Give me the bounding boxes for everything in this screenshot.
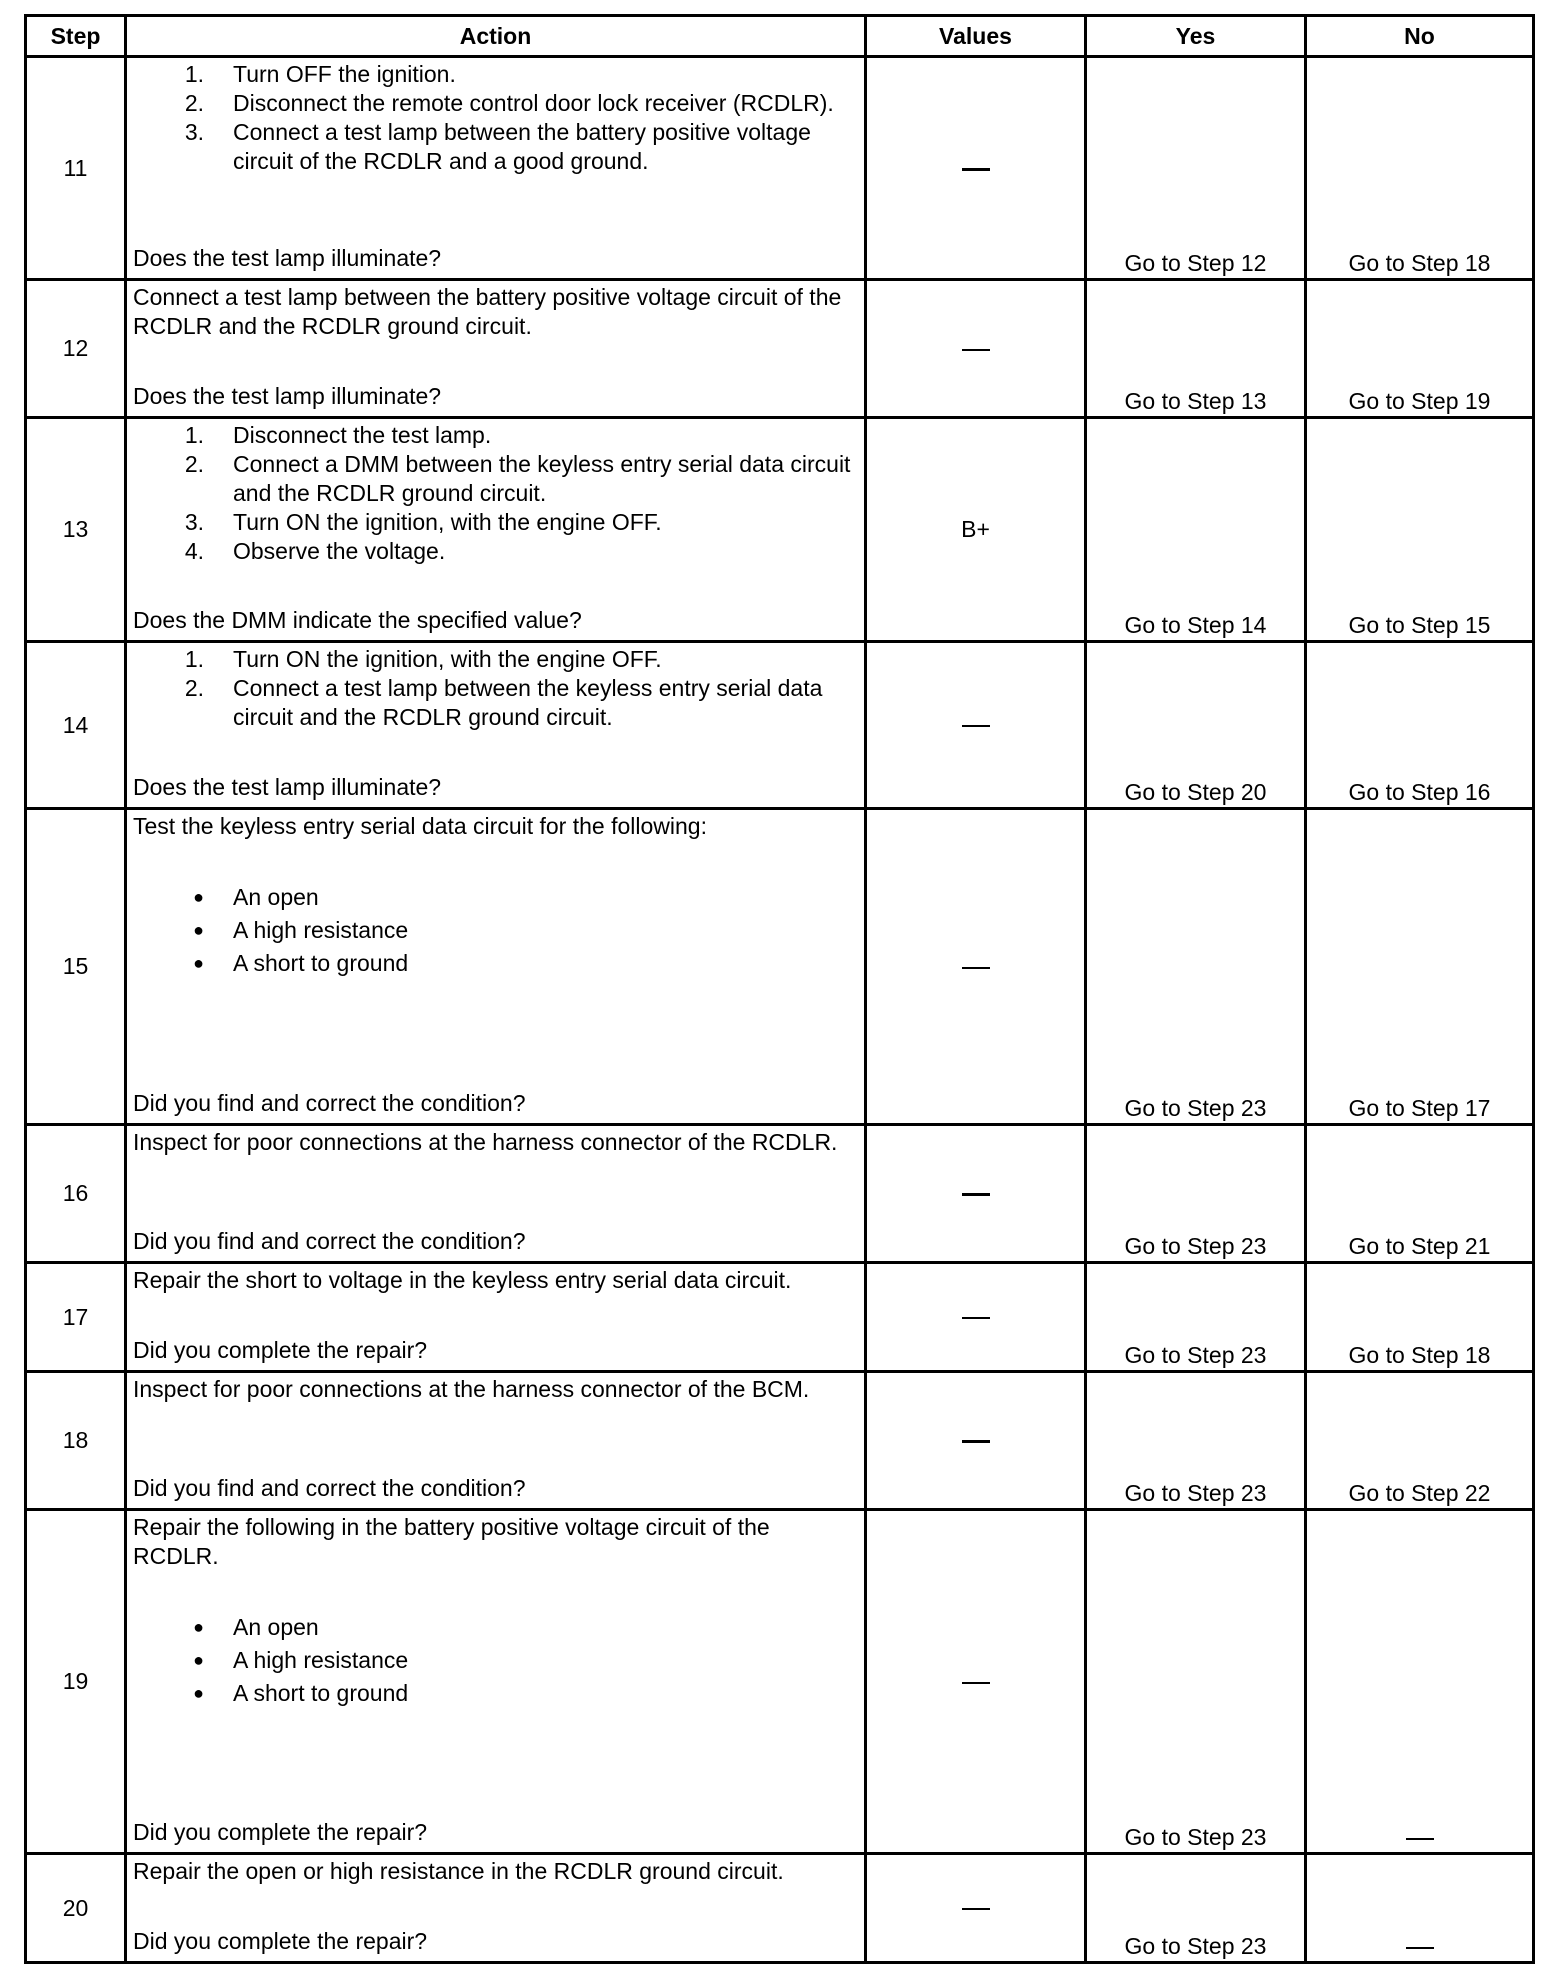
value-cell	[866, 1854, 1086, 1963]
step-number: 13	[26, 418, 126, 642]
value-dash	[962, 725, 990, 727]
table-row	[26, 280, 1534, 418]
no-cell: Go to Step 21	[1306, 1125, 1534, 1263]
action-question: Did you complete the repair?	[133, 1337, 428, 1363]
step-number: 15	[26, 809, 126, 1125]
yes-cell: Go to Step 23	[1086, 1263, 1306, 1372]
action-steps	[133, 60, 858, 176]
value-dash	[962, 1317, 990, 1319]
value-cell	[866, 1510, 1086, 1854]
header-step: Step	[26, 16, 126, 57]
list-item: 3. Turn ON the ignition, with the engine OFF.	[184, 509, 662, 535]
action-question: Did you complete the repair?	[133, 1928, 428, 1954]
list-item: 3. Connect a test lamp between the battery positive voltage circuit of the RCDLR and a good ground.	[184, 119, 811, 174]
list-item: 2. Disconnect the remote control door lock receiver (RCDLR).	[184, 90, 834, 116]
no-cell: Go to Step 16	[1306, 642, 1534, 809]
list-item: ● A short to ground	[193, 1680, 409, 1706]
value-dash	[962, 1193, 990, 1196]
step-number: 19	[26, 1510, 126, 1854]
action-cell	[126, 1372, 866, 1510]
table-row	[26, 1125, 1534, 1263]
action-cell	[126, 809, 866, 1125]
header-row	[26, 16, 1534, 57]
list-item: ● An open	[193, 1614, 319, 1640]
yes-cell: Go to Step 14	[1086, 418, 1306, 642]
yes-cell: Go to Step 23	[1086, 1125, 1306, 1263]
table-row	[26, 1854, 1534, 1963]
action-text: Inspect for poor connections at the harness connector of the BCM.	[133, 1376, 810, 1402]
action-question: Does the test lamp illuminate?	[133, 774, 442, 800]
value-cell	[866, 642, 1086, 809]
value-cell	[866, 1372, 1086, 1510]
action-text: Connect a test lamp between the battery positive voltage circuit of the RCDLR and the RCDLR ground circuit.	[133, 284, 842, 339]
value-cell	[866, 1263, 1086, 1372]
list-item: 1. Disconnect the test lamp.	[184, 422, 492, 448]
action-question: Does the DMM indicate the specified value?	[133, 607, 582, 633]
action-question: Did you find and correct the condition?	[133, 1090, 526, 1116]
value-cell	[866, 1125, 1086, 1263]
value-dash	[962, 967, 990, 969]
header-action: Action	[126, 16, 866, 57]
no-cell: Go to Step 17	[1306, 809, 1534, 1125]
action-text: Repair the open or high resistance in the RCDLR ground circuit.	[133, 1858, 784, 1884]
action-cell	[126, 1854, 866, 1963]
action-text: Repair the following in the battery positive voltage circuit of the RCDLR.	[133, 1514, 770, 1569]
list-item: 2. Connect a test lamp between the keyless entry serial data circuit and the RCDLR ground circuit.	[184, 675, 823, 730]
yes-cell: Go to Step 13	[1086, 280, 1306, 418]
yes-cell: Go to Step 12	[1086, 57, 1306, 280]
action-steps	[133, 645, 858, 732]
step-number: 14	[26, 642, 126, 809]
action-cell	[126, 1510, 866, 1854]
step-number: 12	[26, 280, 126, 418]
list-item: 2. Connect a DMM between the keyless entry serial data circuit and the RCDLR ground circuit.	[184, 451, 851, 506]
action-question: Does the test lamp illuminate?	[133, 383, 442, 409]
action-question: Did you complete the repair?	[133, 1819, 428, 1845]
list-item: 1. Turn ON the ignition, with the engine OFF.	[184, 646, 662, 672]
bullet-list	[133, 881, 858, 980]
value-dash	[962, 1682, 990, 1684]
value-cell: B+	[866, 418, 1086, 642]
header-yes: Yes	[1086, 16, 1306, 57]
list-item: ● A high resistance	[193, 1647, 409, 1673]
step-number: 20	[26, 1854, 126, 1963]
action-question: Does the test lamp illuminate?	[133, 245, 442, 271]
table-row	[26, 1510, 1534, 1854]
list-item: 4. Observe the voltage.	[184, 538, 446, 564]
no-dash	[1406, 1947, 1434, 1949]
yes-cell: Go to Step 23	[1086, 1854, 1306, 1963]
table-row	[26, 1263, 1534, 1372]
value-cell	[866, 809, 1086, 1125]
step-number: 16	[26, 1125, 126, 1263]
value-cell	[866, 57, 1086, 280]
yes-cell: Go to Step 23	[1086, 1510, 1306, 1854]
yes-cell: Go to Step 23	[1086, 1372, 1306, 1510]
table-row	[26, 642, 1534, 809]
action-question: Did you find and correct the condition?	[133, 1228, 526, 1254]
diagnostic-table	[24, 14, 1535, 1964]
no-cell: Go to Step 19	[1306, 280, 1534, 418]
no-cell: Go to Step 18	[1306, 57, 1534, 280]
step-number: 18	[26, 1372, 126, 1510]
bullet-list	[133, 1611, 858, 1710]
table-row	[26, 57, 1534, 280]
header-no: No	[1306, 16, 1534, 57]
no-cell	[1306, 1510, 1534, 1854]
yes-cell: Go to Step 23	[1086, 809, 1306, 1125]
action-text: Test the keyless entry serial data circuit for the following:	[133, 813, 707, 839]
no-cell: Go to Step 18	[1306, 1263, 1534, 1372]
value-dash	[962, 168, 990, 171]
list-item: ● A short to ground	[193, 950, 409, 976]
action-text: Repair the short to voltage in the keyless entry serial data circuit.	[133, 1267, 792, 1293]
action-cell	[126, 1125, 866, 1263]
table-row	[26, 809, 1534, 1125]
action-steps	[133, 421, 858, 566]
table-row	[26, 1372, 1534, 1510]
no-cell: Go to Step 15	[1306, 418, 1534, 642]
step-number: 11	[26, 57, 126, 280]
no-cell: Go to Step 22	[1306, 1372, 1534, 1510]
list-item: 1. Turn OFF the ignition.	[184, 61, 456, 87]
step-number: 17	[26, 1263, 126, 1372]
list-item: ● An open	[193, 884, 319, 910]
value-dash	[962, 1440, 990, 1443]
yes-cell: Go to Step 20	[1086, 642, 1306, 809]
value-dash	[962, 1908, 990, 1910]
action-text: Inspect for poor connections at the harness connector of the RCDLR.	[133, 1129, 838, 1155]
table-row	[26, 418, 1534, 642]
value-dash	[962, 349, 990, 351]
action-cell	[126, 1263, 866, 1372]
list-item: ● A high resistance	[193, 917, 409, 943]
no-cell	[1306, 1854, 1534, 1963]
value-cell	[866, 280, 1086, 418]
action-cell	[126, 280, 866, 418]
header-values: Values	[866, 16, 1086, 57]
action-cell	[126, 418, 866, 642]
action-question: Did you find and correct the condition?	[133, 1475, 526, 1501]
action-cell	[126, 642, 866, 809]
action-cell	[126, 57, 866, 280]
no-dash	[1406, 1838, 1434, 1840]
